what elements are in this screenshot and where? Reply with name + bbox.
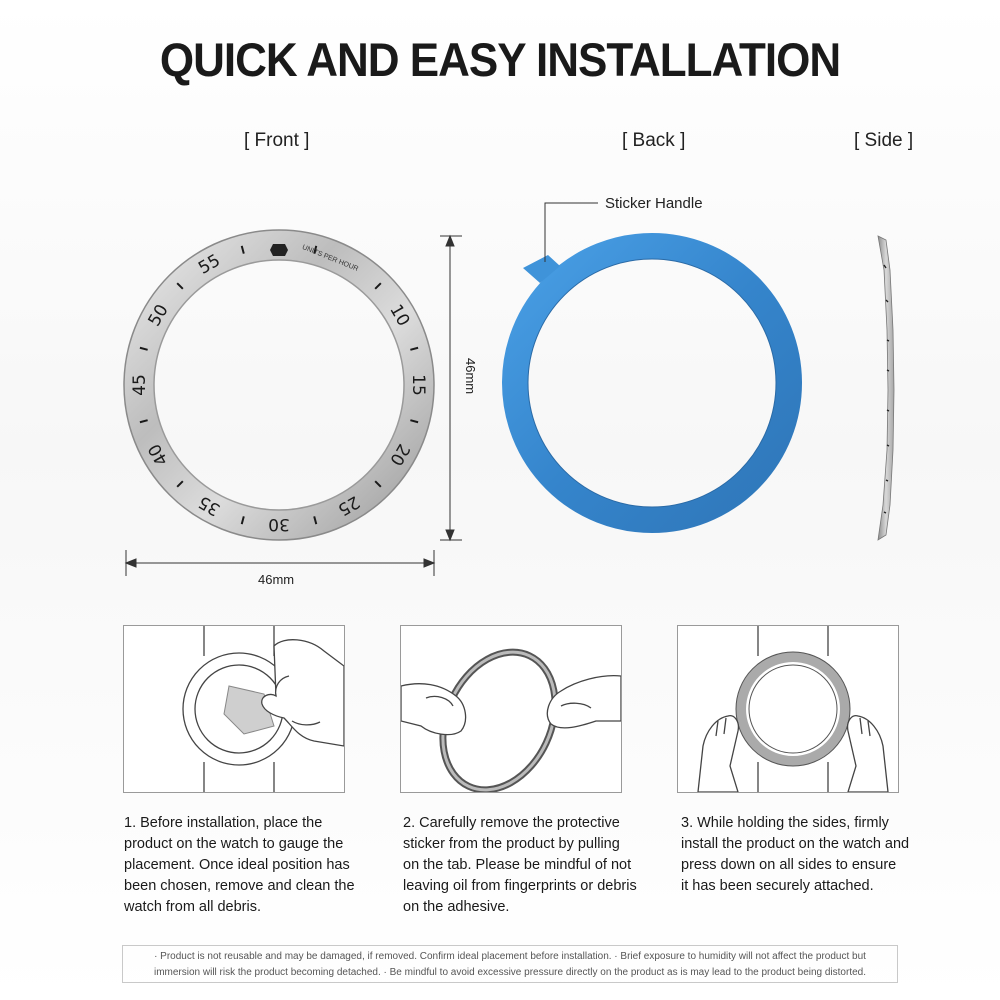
back-ring bbox=[515, 246, 789, 520]
step-1-line: been chosen, remove and clean the bbox=[124, 878, 355, 894]
step-1-line: 1. Before installation, place the bbox=[124, 815, 323, 831]
step-3-line: press down on all sides to ensure bbox=[681, 857, 897, 873]
bezel-number-20: 20 bbox=[385, 440, 414, 469]
notice-box bbox=[122, 945, 898, 983]
bezel-number-45: 45 bbox=[130, 374, 150, 396]
step-2-illustration bbox=[400, 625, 622, 793]
height-dimension-label: 46mm bbox=[463, 358, 478, 395]
step-2-line: sticker from the product by pulling bbox=[403, 836, 620, 852]
step-2-text bbox=[403, 813, 643, 918]
step-2-line: on the adhesive. bbox=[403, 899, 510, 915]
step-1-line: watch from all debris. bbox=[124, 899, 261, 915]
bezel-number-35: 35 bbox=[195, 491, 224, 520]
bezel-number-55: 55 bbox=[195, 250, 224, 279]
step-3-line: 3. While holding the sides, firmly bbox=[681, 815, 889, 831]
front-bezel bbox=[124, 230, 434, 540]
step-2-line: leaving oil from fingerprints or debris bbox=[403, 878, 637, 894]
step-3-text bbox=[681, 813, 921, 897]
step-1-text bbox=[124, 813, 364, 918]
bezel-units-text: UNITS PER HOUR bbox=[301, 243, 360, 273]
bezel-number-40: 40 bbox=[144, 440, 173, 469]
bezel-number-30: 30 bbox=[268, 514, 290, 534]
step-2-line: on the tab. Please be mindful of not bbox=[403, 857, 632, 873]
bezel-number-15: 15 bbox=[408, 374, 428, 396]
step-1-line: product on the watch to gauge the bbox=[124, 836, 344, 852]
press-install-icon bbox=[678, 626, 898, 792]
step-3-line: install the product on the watch and bbox=[681, 836, 910, 852]
step-1-line: placement. Once ideal position has bbox=[124, 857, 350, 873]
bezel-tick-marks bbox=[140, 243, 418, 524]
front-view-label: [ Front ] bbox=[244, 130, 310, 151]
step-3-illustration bbox=[677, 625, 899, 793]
back-view-label: [ Back ] bbox=[622, 130, 686, 151]
bezel-number-10: 10 bbox=[385, 301, 414, 330]
sticker-handle-label: Sticker Handle bbox=[605, 195, 703, 212]
step-2-line: 2. Carefully remove the protective bbox=[403, 815, 620, 831]
bezel-number-50: 50 bbox=[144, 301, 173, 330]
side-view-label: [ Side ] bbox=[854, 130, 914, 151]
height-dimension-line bbox=[440, 236, 462, 540]
brand-logo-icon bbox=[270, 244, 288, 256]
remove-sticker-icon bbox=[401, 626, 621, 792]
side-view bbox=[878, 236, 894, 540]
step-3-line: it has been securely attached. bbox=[681, 878, 874, 894]
bezel-number-25: 25 bbox=[334, 491, 363, 520]
watch-gauge-icon bbox=[124, 626, 344, 792]
step-1-illustration bbox=[123, 625, 345, 793]
notice-line-2: immersion will risk the product becoming detached. · Be mindful to avoid excessive pressure directly on the product as is may lead to the product being distorted. bbox=[153, 967, 867, 978]
width-dimension-label: 46mm bbox=[258, 572, 295, 587]
notice-line-1: · Product is not reusable and may be damaged, if removed. Confirm ideal placement before installation. · Brief exposure to humidity will not affect the product but bbox=[154, 951, 866, 962]
page-title: QUICK AND EASY INSTALLATION bbox=[159, 34, 841, 87]
